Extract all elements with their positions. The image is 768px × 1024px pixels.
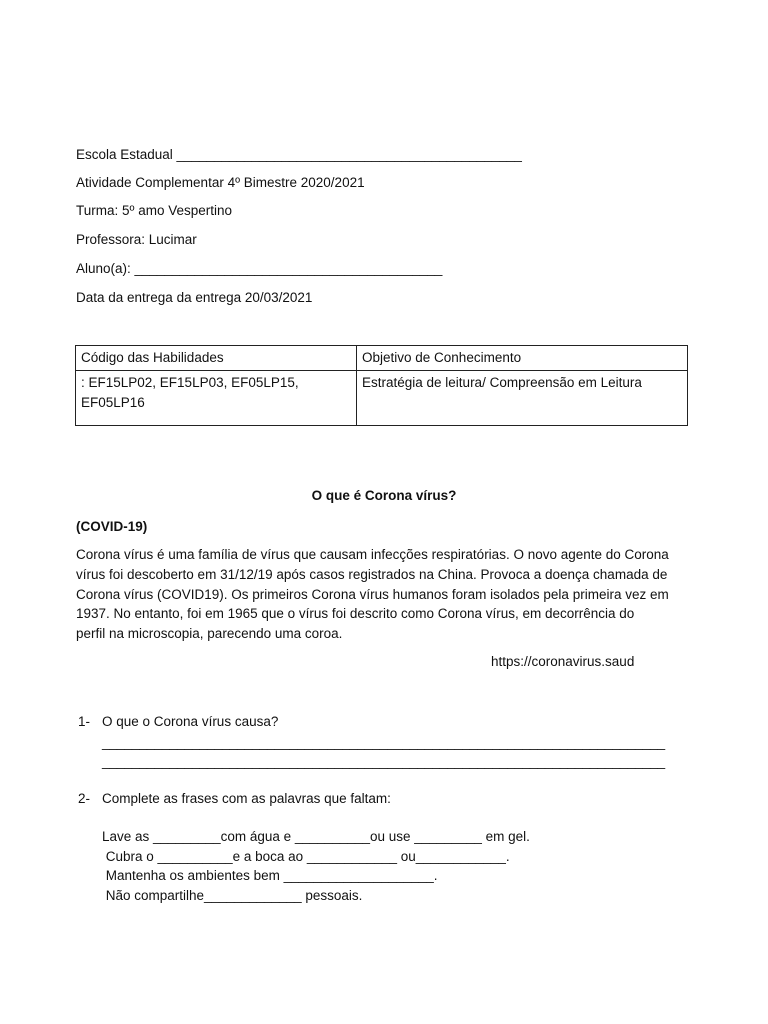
answer-line: Não compartilhe_____________ pessoais.	[102, 888, 363, 903]
paragraph-line: Corona vírus é uma família de vírus que causam infecções respiratórias. O novo agente do Corona	[76, 547, 669, 562]
answer-line: Mantenha os ambientes bem ____________________.	[102, 868, 438, 883]
question-number: 2-	[78, 791, 91, 806]
table-row	[76, 371, 688, 426]
paragraph-line: Corona vírus (COVID19). Os primeiros Corona vírus humanos foram isolados pela primeira vez em	[76, 586, 669, 602]
article-title: O que é Corona vírus?	[311, 488, 457, 503]
student-line: Aluno(a): _________________________________________	[76, 261, 443, 276]
paragraph-line: vírus foi descoberto em 31/12/19 após casos registrados na China. Provoca a doença chamada de	[76, 566, 668, 582]
table-header-row	[76, 346, 688, 371]
class-line: Turma: 5º amo Vespertino	[76, 203, 233, 218]
skills-table	[75, 345, 688, 426]
answer-line: Lave as _________com água e __________ou use _________ em gel.	[102, 829, 530, 844]
due-date-line: Data da entrega da entrega 20/03/2021	[76, 290, 313, 305]
table-cell-skills: : EF15LP02, EF15LP03, EF05LP15, EF05LP16	[76, 371, 357, 426]
paragraph-line: perfil na microscopia, parecendo uma coroa.	[76, 626, 343, 642]
table-header-cell: Código das Habilidades	[76, 346, 357, 371]
teacher-line: Professora: Lucimar	[76, 232, 197, 247]
question-text: Complete as frases com as palavras que faltam:	[102, 791, 391, 806]
article-paragraph	[76, 545, 696, 644]
source-citation: https://coronavirus.saud	[491, 654, 635, 669]
answer-line: ___________________________________________________________________________	[102, 754, 666, 769]
question-number: 1-	[78, 714, 91, 729]
answer-line: ___________________________________________________________________________	[102, 735, 666, 750]
question-text: O que o Corona vírus causa?	[102, 714, 279, 729]
school-line: Escola Estadual ______________________________________________	[76, 147, 522, 162]
table-cell-objective: Estratégia de leitura/ Compreensão em Leitura	[357, 371, 688, 426]
paragraph-line: 1937. No entanto, foi em 1965 que o vírus foi descrito como Corona vírus, em decorrência do	[76, 606, 635, 622]
article-subtitle: (COVID-19)	[76, 519, 148, 534]
table-header-cell: Objetivo de Conhecimento	[357, 346, 688, 371]
answer-line: Cubra o __________e a boca ao ____________ ou____________.	[102, 849, 510, 864]
activity-title: Atividade Complementar 4º Bimestre 2020/2021	[76, 175, 365, 190]
